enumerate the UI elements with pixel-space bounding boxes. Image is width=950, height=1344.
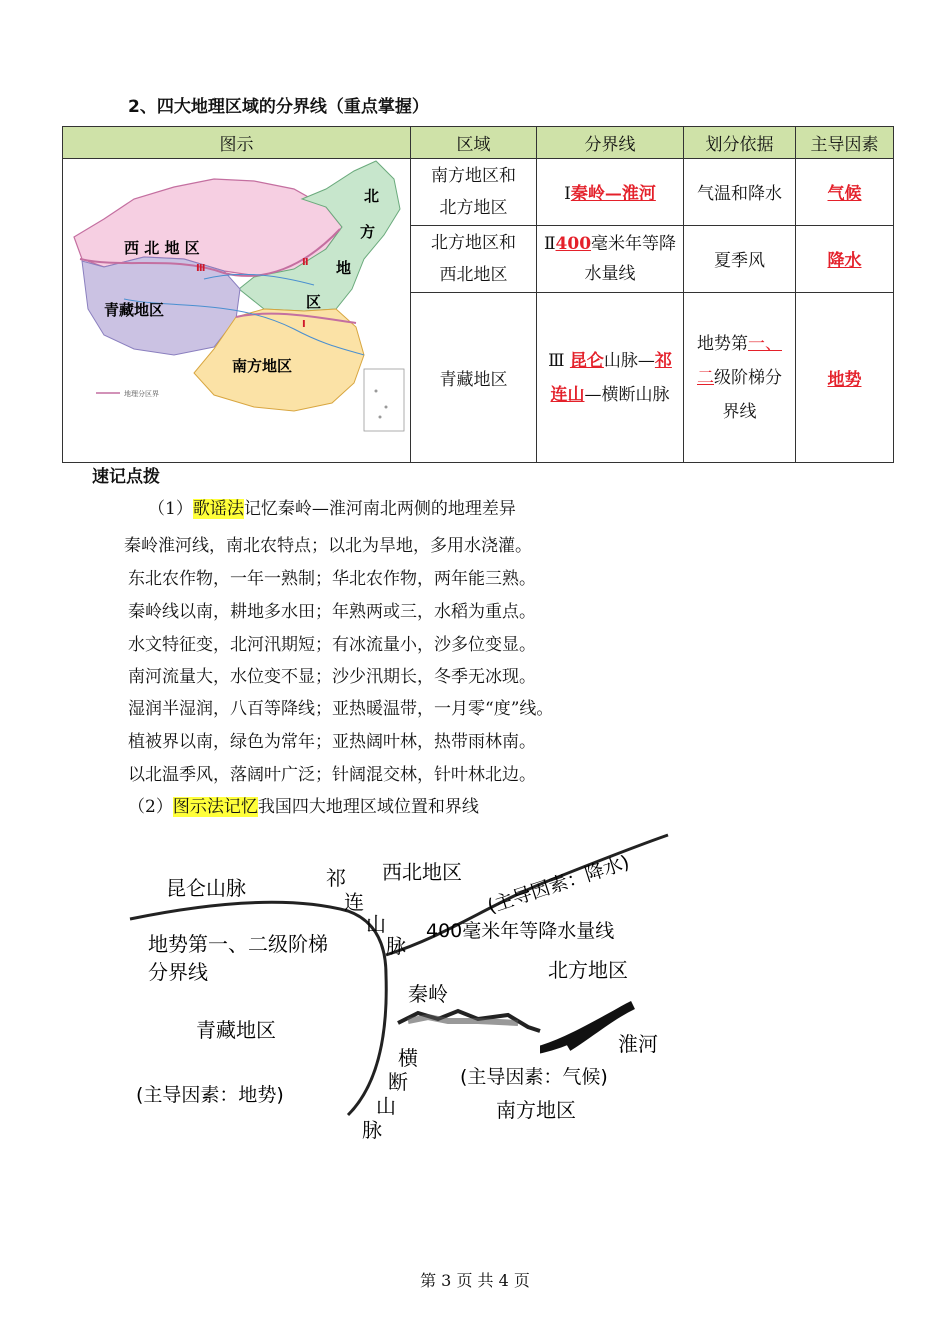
table-header-row xyxy=(63,127,894,159)
map-label-north-2: 方 xyxy=(359,223,375,241)
method-1-line: （1）歌谣法记忆秦岭—淮河南北两侧的地理差异 xyxy=(148,499,516,519)
method-2-line: （2）图示法记忆我国四大地理区域位置和界线 xyxy=(128,797,479,817)
label-qilian-3: 山 xyxy=(366,912,386,936)
map-numeral-2: Ⅱ xyxy=(301,257,309,268)
region-cell: 北方地区和西北地区 xyxy=(411,225,537,293)
label-qilian-2: 连 xyxy=(344,890,364,914)
label-north: 北方地区 xyxy=(548,958,628,982)
factor-cell: 降水 xyxy=(796,225,894,293)
boundary-cell: Ⅱ400毫米年等降水量线 xyxy=(537,225,684,293)
label-hengduan-1: 横 xyxy=(398,1046,418,1070)
verse-line: 东北农作物，一年一熟制；华北农作物，两年能三熟。 xyxy=(128,569,536,589)
map-label-north-4: 区 xyxy=(305,293,321,311)
map-label-south: 南方地区 xyxy=(231,357,292,375)
map-numeral-1: Ⅰ xyxy=(301,319,306,330)
map-label-northwest: 西 北 地 区 xyxy=(123,239,200,257)
label-hengduan-2: 断 xyxy=(388,1070,408,1094)
basis-cell: 夏季风 xyxy=(684,225,796,293)
basis-cell: 地势第一、二级阶梯分界线 xyxy=(684,293,796,463)
china-regions-map xyxy=(64,159,410,457)
label-northwest: 西北地区 xyxy=(382,860,462,884)
region-cell: 青藏地区 xyxy=(411,293,537,463)
label-huaihe: 淮河 xyxy=(618,1032,658,1056)
label-kunlun: 昆仑山脉 xyxy=(166,876,246,900)
map-numeral-3: Ⅲ xyxy=(195,263,205,274)
label-step-1: 地势第一、二级阶梯 xyxy=(148,932,328,956)
map-label-tibet: 青藏地区 xyxy=(103,301,164,319)
page-footer: 第 3 页 共 4 页 xyxy=(420,1271,530,1290)
label-northwest-factor: (主导因素：降水) xyxy=(484,851,633,918)
verse-line: 水文特征变，北河汛期短；有冰流量小，沙多位变显。 xyxy=(128,635,536,655)
map-cell xyxy=(63,159,411,463)
header-cell: 主导因素 xyxy=(796,127,894,159)
factor-cell: 地势 xyxy=(796,293,894,463)
label-south-factor: (主导因素：气候) xyxy=(460,1066,608,1088)
tips-title: 速记点拨 xyxy=(92,467,160,487)
verse-line: 南河流量大，水位变不显；沙少汛期长，冬季无冰现。 xyxy=(128,667,536,687)
highlight-text: 图示法记忆 xyxy=(172,797,258,817)
boundary-cell: Ⅰ秦岭—淮河 xyxy=(537,159,684,226)
region-cell: 南方地区和北方地区 xyxy=(411,159,537,226)
highlight-text: 歌谣法 xyxy=(192,499,244,519)
header-cell: 区域 xyxy=(411,127,537,159)
label-tibet: 青藏地区 xyxy=(196,1018,276,1042)
label-qinling: 秦岭 xyxy=(408,982,448,1006)
basis-cell: 气温和降水 xyxy=(684,159,796,226)
boundary-table xyxy=(62,126,894,463)
label-tibet-factor: (主导因素：地势) xyxy=(136,1084,284,1106)
boundary-cell: Ⅲ 昆仑山脉—祁连山—横断山脉 xyxy=(537,293,684,463)
verse-line: 秦岭线以南，耕地多水田；年熟两或三，水稻为重点。 xyxy=(128,602,536,622)
label-hengduan-3: 山 xyxy=(376,1094,396,1118)
south-sea-inset xyxy=(364,369,404,431)
header-cell: 分界线 xyxy=(537,127,684,159)
table-row xyxy=(63,159,894,226)
map-label-north-3: 地 xyxy=(335,259,351,277)
label-qilian-4: 脉 xyxy=(386,934,406,958)
label-hengduan-4: 脉 xyxy=(362,1118,382,1142)
label-step-2: 分界线 xyxy=(148,960,208,984)
map-label-north-1: 北 xyxy=(363,187,379,205)
legend-label: 地理分区界 xyxy=(123,390,159,398)
header-cell: 划分依据 xyxy=(684,127,796,159)
header-cell: 图示 xyxy=(63,127,411,159)
verse-line: 秦岭淮河线，南北农特点；以北为旱地，多用水浇灌。 xyxy=(124,536,532,556)
label-qilian-1: 祁 xyxy=(326,866,346,890)
verse-line: 植被界以南，绿色为常年；亚热阔叶林，热带雨林南。 xyxy=(128,732,536,752)
verse-line: 湿润半湿润，八百等降线；亚热暖温带，一月零“度”线。 xyxy=(128,699,554,719)
label-isohyet: 400毫米年等降水量线 xyxy=(426,920,615,942)
factor-cell: 气候 xyxy=(796,159,894,226)
verse-line: 以北温季风，落阔叶广泛；针阔混交林，针叶林北边。 xyxy=(128,765,536,785)
section-heading: 2、四大地理区域的分界线（重点掌握） xyxy=(128,97,429,117)
label-south: 南方地区 xyxy=(496,1098,576,1122)
boundary-diagram xyxy=(128,825,688,1145)
